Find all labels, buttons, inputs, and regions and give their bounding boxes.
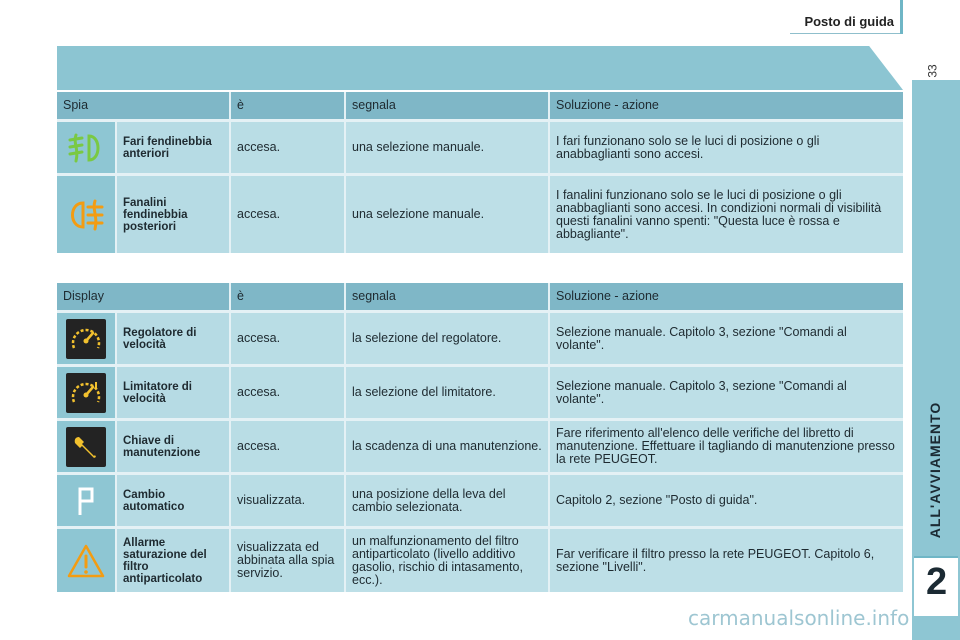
warning-triangle-icon bbox=[57, 529, 117, 592]
light-name: Fanalini fendinebbia posteriori bbox=[117, 176, 231, 253]
page-header-title: Posto di guida bbox=[804, 14, 894, 29]
display-signal: la selezione del limitatore. bbox=[346, 367, 550, 418]
light-solution: I fanalini funzionano solo se le luci di posizione o gli anabbaglianti sono accesi. In condizioni normali di visibilità questi fanalini vanno spenti: "Questa luce è rossa e abbagliante". bbox=[550, 176, 903, 253]
speedometer-regulator-icon bbox=[57, 313, 117, 364]
light-state: accesa. bbox=[231, 176, 346, 253]
header-rule bbox=[790, 33, 900, 34]
display-name: Regolatore di velocità bbox=[117, 313, 231, 364]
header-cell: è bbox=[231, 92, 346, 119]
header-cell: Spia bbox=[57, 92, 231, 119]
chapter-label: ALL'AVVIAMENTO bbox=[927, 401, 943, 539]
display-state: visualizzata ed abbinata alla spia servizio. bbox=[231, 529, 346, 592]
light-name: Fari fendinebbia anteriori bbox=[117, 122, 231, 173]
table-header-row bbox=[57, 283, 903, 310]
light-signal: una selezione manuale. bbox=[346, 122, 550, 173]
table-row bbox=[57, 526, 903, 592]
table-header-row bbox=[57, 92, 903, 119]
header-accent-bar bbox=[900, 0, 903, 34]
header-cell: segnala bbox=[346, 283, 550, 310]
speedometer-limiter-icon bbox=[57, 367, 117, 418]
display-signal: una posizione della leva del cambio selezionata. bbox=[346, 475, 550, 526]
table-row bbox=[57, 364, 903, 418]
display-solution: Far verificare il filtro presso la rete PEUGEOT. Capitolo 6, sezione "Livelli". bbox=[550, 529, 903, 592]
display-solution: Selezione manuale. Capitolo 3, sezione "Comandi al volante". bbox=[550, 367, 903, 418]
page-number: 33 bbox=[925, 64, 940, 78]
display-solution: Fare riferimento all'elenco delle verifiche del libretto di manutenzione. Effettuare il tagliando di manutenzione presso la rete PEUGEOT. bbox=[550, 421, 903, 472]
display-indicators-table bbox=[57, 283, 903, 592]
display-solution: Capitolo 2, sezione "Posto di guida". bbox=[550, 475, 903, 526]
display-name: Allarme saturazione del filtro antiparticolato bbox=[117, 529, 231, 592]
header-cell: Soluzione - azione bbox=[556, 98, 659, 112]
watermark-text: carmanualsonline.info bbox=[688, 606, 910, 630]
top-banner bbox=[57, 46, 903, 90]
light-signal: una selezione manuale. bbox=[346, 176, 550, 253]
display-signal: un malfunzionamento del filtro antiparticolato (livello additivo gasolio, rischio di intasamento, ecc.). bbox=[346, 529, 550, 592]
header-cell: Display bbox=[57, 283, 231, 310]
warning-lights-table bbox=[57, 92, 903, 253]
gear-p-icon bbox=[57, 475, 117, 526]
front-fog-lamp-icon bbox=[57, 122, 117, 173]
table-row bbox=[57, 119, 903, 173]
light-solution: I fari funzionano solo se le luci di posizione o gli anabbaglianti sono accesi. bbox=[550, 122, 903, 173]
header-cell: è bbox=[231, 283, 346, 310]
display-state: accesa. bbox=[231, 421, 346, 472]
display-state: accesa. bbox=[231, 313, 346, 364]
header-cell: Soluzione - azione bbox=[556, 289, 659, 303]
display-solution: Selezione manuale. Capitolo 3, sezione "Comandi al volante". bbox=[550, 313, 903, 364]
table-row bbox=[57, 173, 903, 253]
light-state: accesa. bbox=[231, 122, 346, 173]
rear-fog-lamp-icon bbox=[57, 176, 117, 253]
table-row bbox=[57, 472, 903, 526]
display-signal: la scadenza di una manutenzione. bbox=[346, 421, 550, 472]
display-name: Limitatore di velocità bbox=[117, 367, 231, 418]
table-row bbox=[57, 418, 903, 472]
table-row bbox=[57, 310, 903, 364]
display-signal: la selezione del regolatore. bbox=[346, 313, 550, 364]
display-state: visualizzata. bbox=[231, 475, 346, 526]
header-cell: segnala bbox=[346, 92, 550, 119]
display-name: Cambio automatico bbox=[117, 475, 231, 526]
display-state: accesa. bbox=[231, 367, 346, 418]
display-name: Chiave di manutenzione bbox=[117, 421, 231, 472]
chapter-number: 2 bbox=[926, 561, 948, 603]
wrench-icon bbox=[57, 421, 117, 472]
